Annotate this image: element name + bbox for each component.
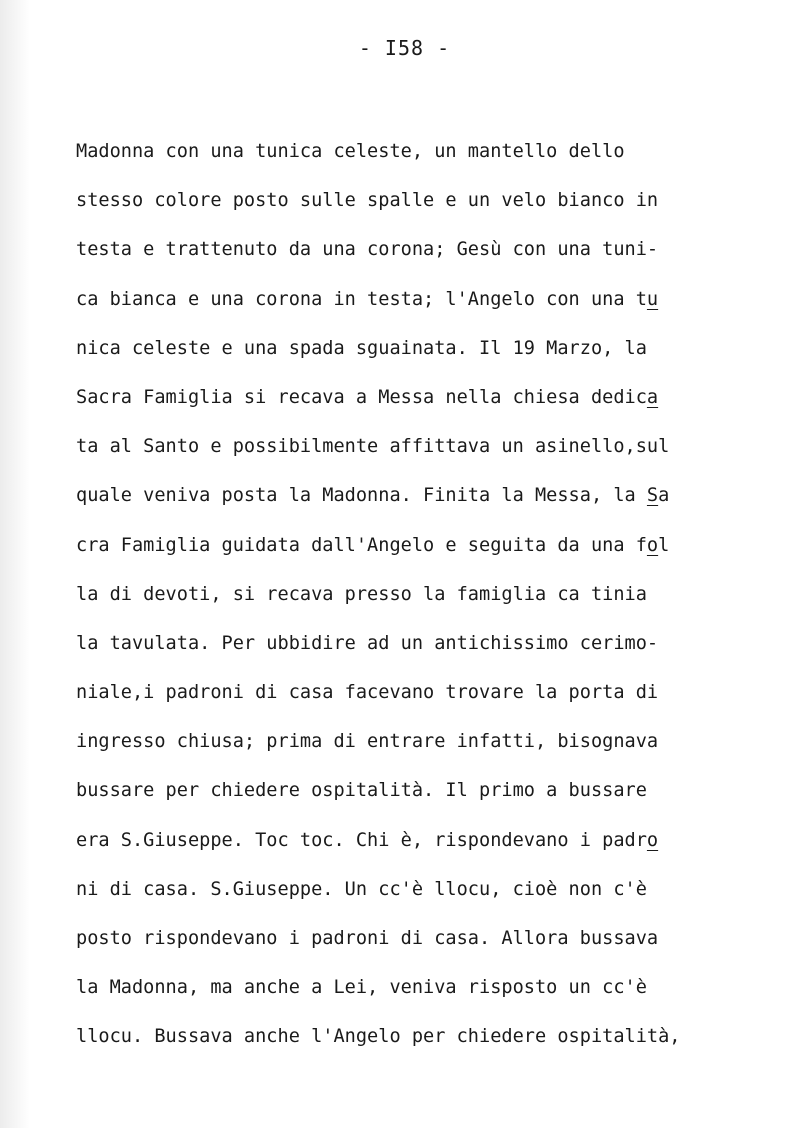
text-line: Sacra Famiglia si recava a Messa nella chiesa dedica xyxy=(76,386,659,408)
text-line: llocu. Bussava anche l'Angelo per chiedere ospitalità, xyxy=(76,1026,681,1048)
underlined-letters: a xyxy=(646,386,659,408)
text-line: quale veniva posta la Madonna. Finita la Messa, la Sa xyxy=(76,485,670,507)
text-line: era S.Giuseppe. Toc toc. Chi è, rispondevano i padro xyxy=(76,829,659,851)
text-line: testa e trattenuto da una corona; Gesù con una tuni- xyxy=(76,239,659,261)
text-line: bussare per chiedere ospitalità. Il primo a bussare xyxy=(76,780,647,802)
text-line: stesso colore posto sulle spalle e un velo bianco in xyxy=(76,190,659,212)
text-line: ingresso chiusa; prima di entrare infatti, bisognava xyxy=(76,731,659,753)
text-line: ta al Santo e possibilmente affittava un asinello,sul xyxy=(76,436,670,458)
text-line: la di devoti, si recava presso la famiglia ca tinia xyxy=(76,583,647,605)
text-line: niale,i padroni di casa facevano trovare la porta di xyxy=(76,682,659,704)
text-line: ni di casa. S.Giuseppe. Un cc'è llocu, cioè non c'è xyxy=(76,878,647,900)
text-line: Madonna con una tunica celeste, un mantello dello xyxy=(76,141,625,162)
underlined-letters: S xyxy=(646,485,659,507)
text-line: cra Famiglia guidata dall'Angelo e seguita da una fol xyxy=(76,534,670,556)
underlined-letters: o xyxy=(646,534,659,556)
underlined-letters: o xyxy=(646,829,659,851)
text-line: la tavulata. Per ubbidire ad un antichissimo cerimo- xyxy=(76,632,659,654)
text-line: posto rispondevano i padroni di casa. Allora bussava xyxy=(76,928,659,949)
text-line: nica celeste e una spada sguainata. Il 19 Marzo, la xyxy=(76,337,647,359)
page-number: - I58 - xyxy=(358,36,451,60)
text-line: la Madonna, ma anche a Lei, veniva risposto un cc'è xyxy=(76,977,647,999)
text-line: ca bianca e una corona in testa; l'Angelo con una tu xyxy=(76,288,659,310)
scan-edge-shadow xyxy=(0,0,30,1128)
body-text xyxy=(76,134,776,1069)
underlined-letters: u xyxy=(646,288,659,310)
